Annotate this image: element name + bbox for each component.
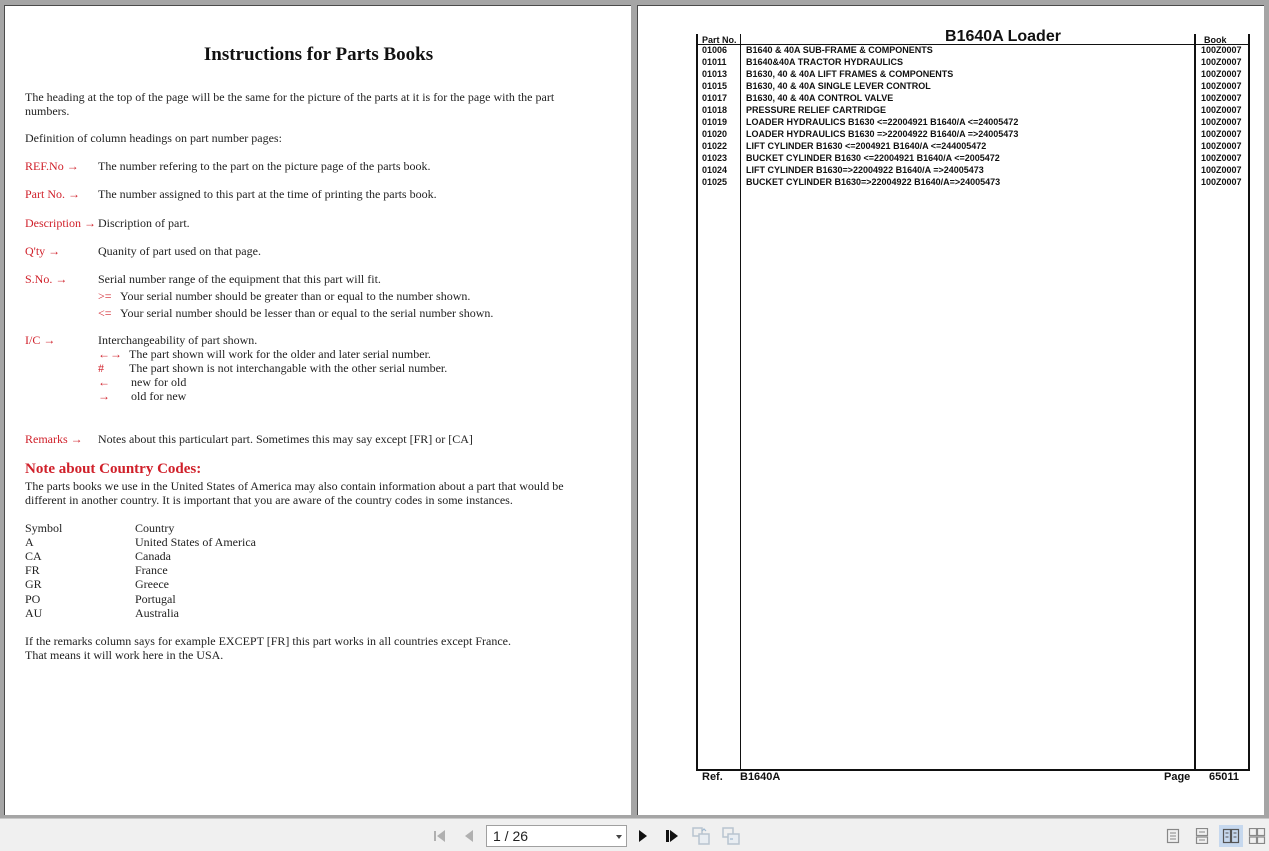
ic-text-both: The part shown will work for the older and later serial number. [129,347,431,361]
country-table-header-symbol: Symbol [25,521,63,535]
part-number: 01013 [702,69,728,79]
go-forward-icon [721,826,741,846]
ic-text-old-for-new: old for new [131,389,187,403]
parts-page-title: B1640A Loader [945,28,1061,45]
part-number: 01011 [702,57,727,67]
part-description: B1640&40A TRACTOR HYDRAULICS [746,57,904,67]
first-page-button[interactable] [429,825,451,847]
footer-ref-label: Ref. [702,771,723,783]
footer-page-label: Page [1164,771,1191,783]
part-description: B1630, 40 & 40A SINGLE LEVER CONTROL [746,81,931,91]
country-code: PO [25,592,41,606]
continuous-facing-icon [1248,828,1266,844]
part-number: 01023 [702,153,728,163]
book-number: 100Z0007 [1201,69,1242,79]
country-code: AU [25,606,43,620]
book-number: 100Z0007 [1201,129,1242,139]
continuous-page-icon [1195,828,1209,844]
go-back-button[interactable] [690,825,712,847]
part-number: 01020 [702,129,728,139]
ic-symbol-hash: # [98,361,104,375]
table-row [698,117,1252,129]
single-page-icon [1166,828,1180,844]
closing-line-1: If the remarks column says for example EXCEPT [FR] this part works in all countries except France. [25,634,511,648]
closing-line-2: That means it will work here in the USA. [25,648,224,662]
definition-text-refno: The number refering to the part on the picture page of the parts book. [98,159,431,173]
book-number: 100Z0007 [1201,177,1242,187]
continuous-facing-view-button[interactable] [1248,825,1269,847]
column-header-book: Book [1204,35,1227,45]
country-code: FR [25,563,40,577]
country-code: GR [25,577,42,591]
book-number: 100Z0007 [1201,153,1242,163]
part-description: PRESSURE RELIEF CARTRIDGE [746,105,887,115]
part-description: BUCKET CYLINDER B1630 <=22004921 B1640/A <=2005472 [746,153,1000,163]
continuous-view-button[interactable] [1190,825,1214,847]
ic-symbol-both: ←→ [98,347,122,361]
part-description: LOADER HYDRAULICS B1630 =>22004922 B1640/A =>24005473 [746,129,1019,139]
part-number: 01019 [702,117,728,127]
previous-page-button[interactable] [458,825,480,847]
definition-text-remarks: Notes about this particulart part. Sometimes this may say except [FR] or [CA] [98,432,473,446]
next-page-button[interactable] [632,825,654,847]
serial-text-lte: Your serial number should be lesser than or equal to the serial number shown. [120,306,494,320]
table-row [698,81,1252,93]
book-number: 100Z0007 [1201,93,1242,103]
serial-symbol-lte: <= [98,306,112,320]
chevron-down-icon [616,835,622,839]
definition-label-remarks: Remarks → [25,432,83,446]
footer-page-value: 65011 [1209,771,1239,783]
book-number: 100Z0007 [1201,105,1242,115]
page-title: Instructions for Parts Books [203,44,434,65]
ic-symbol-right-arrow: → [98,389,110,403]
part-description: B1630, 40 & 40A LIFT FRAMES & COMPONENTS [746,69,954,79]
table-row [698,141,1252,153]
page-instructions [4,5,631,815]
definition-label-ic: I/C → [25,333,56,347]
part-number: 01006 [702,45,728,55]
country-name: Canada [135,549,171,563]
page-parts-index [637,5,1264,815]
facing-view-button[interactable] [1219,825,1243,847]
serial-text-gte: Your serial number should be greater than or equal to the number shown. [120,289,471,303]
part-number: 01015 [702,81,728,91]
country-name: United States of America [135,535,256,549]
part-description: B1640 & 40A SUB-FRAME & COMPONENTS [746,45,933,55]
definition-text-description: Discription of part. [98,216,190,230]
book-number: 100Z0007 [1201,81,1242,91]
book-number: 100Z0007 [1201,141,1242,151]
first-page-icon [431,828,449,844]
ic-symbol-left-arrow: ← [98,375,110,389]
table-row [698,165,1252,177]
definition-label-qty: Q'ty → [25,244,61,258]
ic-text-new-for-old: new for old [131,375,187,389]
ic-text-hash: The part shown is not interchangable with the other serial number. [129,361,448,375]
book-number: 100Z0007 [1201,45,1242,55]
definition-label-sno: S.No. → [25,272,68,286]
column-header-part-no: Part No. [702,35,737,45]
table-row [698,105,1252,117]
go-back-icon [691,826,711,846]
serial-symbol-gte: >= [98,289,112,303]
part-number: 01018 [702,105,728,115]
table-row [698,69,1252,81]
definition-text-sno: Serial number range of the equipment that this part will fit. [98,272,381,286]
footer-ref-value: B1640A [740,771,781,783]
go-forward-button[interactable] [720,825,742,847]
definition-heading: Definition of column headings on part number pages: [25,131,282,145]
country-intro: The parts books we use in the United States of America may also contain information about a part that would be different in another country. It is important that you are aware of the country codes in some instances. [25,479,564,507]
next-page-icon [636,828,650,844]
part-number: 01017 [702,93,728,103]
country-name: Portugal [135,592,176,606]
definition-text-qty: Quanity of part used on that page. [98,244,261,258]
page-number-dropdown[interactable] [486,825,627,847]
intro-paragraph: The heading at the top of the page will be the same for the picture of the parts at it is for the page with the part numbers. [25,90,555,118]
country-name: Australia [135,606,179,620]
book-number: 100Z0007 [1201,117,1242,127]
definition-text-partno: The number assigned to this part at the time of printing the parts book. [98,187,437,201]
previous-page-icon [462,828,476,844]
single-page-view-button[interactable] [1161,825,1185,847]
part-description: LIFT CYLINDER B1630=>22004922 B1640/A =>24005473 [746,165,984,175]
part-number: 01022 [702,141,728,151]
part-description: B1630, 40 & 40A CONTROL VALVE [746,93,894,103]
last-page-icon [663,828,681,844]
definition-label-partno: Part No. → [25,187,80,201]
definition-label-description: Description → [25,216,96,230]
table-row [698,93,1252,105]
country-code: A [25,535,34,549]
table-row [698,177,1252,189]
table-row [698,57,1252,69]
table-row [698,129,1252,141]
part-description: LIFT CYLINDER B1630 <=2004921 B1640/A <=244005472 [746,141,987,151]
book-number: 100Z0007 [1201,165,1242,175]
part-number: 01024 [702,165,728,175]
last-page-button[interactable] [661,825,683,847]
definition-text-ic: Interchangeability of part shown. [98,333,258,347]
part-number: 01025 [702,177,728,187]
part-description: BUCKET CYLINDER B1630=>22004922 B1640/A=>24005473 [746,177,1001,187]
country-name: Greece [135,577,169,591]
table-row [698,45,1252,57]
country-name: France [135,563,168,577]
country-codes-heading: Note about Country Codes: [25,461,202,477]
parts-table [696,34,1250,771]
table-row [698,153,1252,165]
navigation-toolbar [0,818,1269,851]
country-table-header-country: Country [135,521,175,535]
country-code: CA [25,549,42,563]
definition-label-refno: REF.No → [25,159,79,173]
page-indicator: 1 / 26 [493,828,529,844]
book-number: 100Z0007 [1201,57,1242,67]
facing-pages-icon [1222,828,1240,844]
part-description: LOADER HYDRAULICS B1630 <=22004921 B1640/A <=24005472 [746,117,1019,127]
